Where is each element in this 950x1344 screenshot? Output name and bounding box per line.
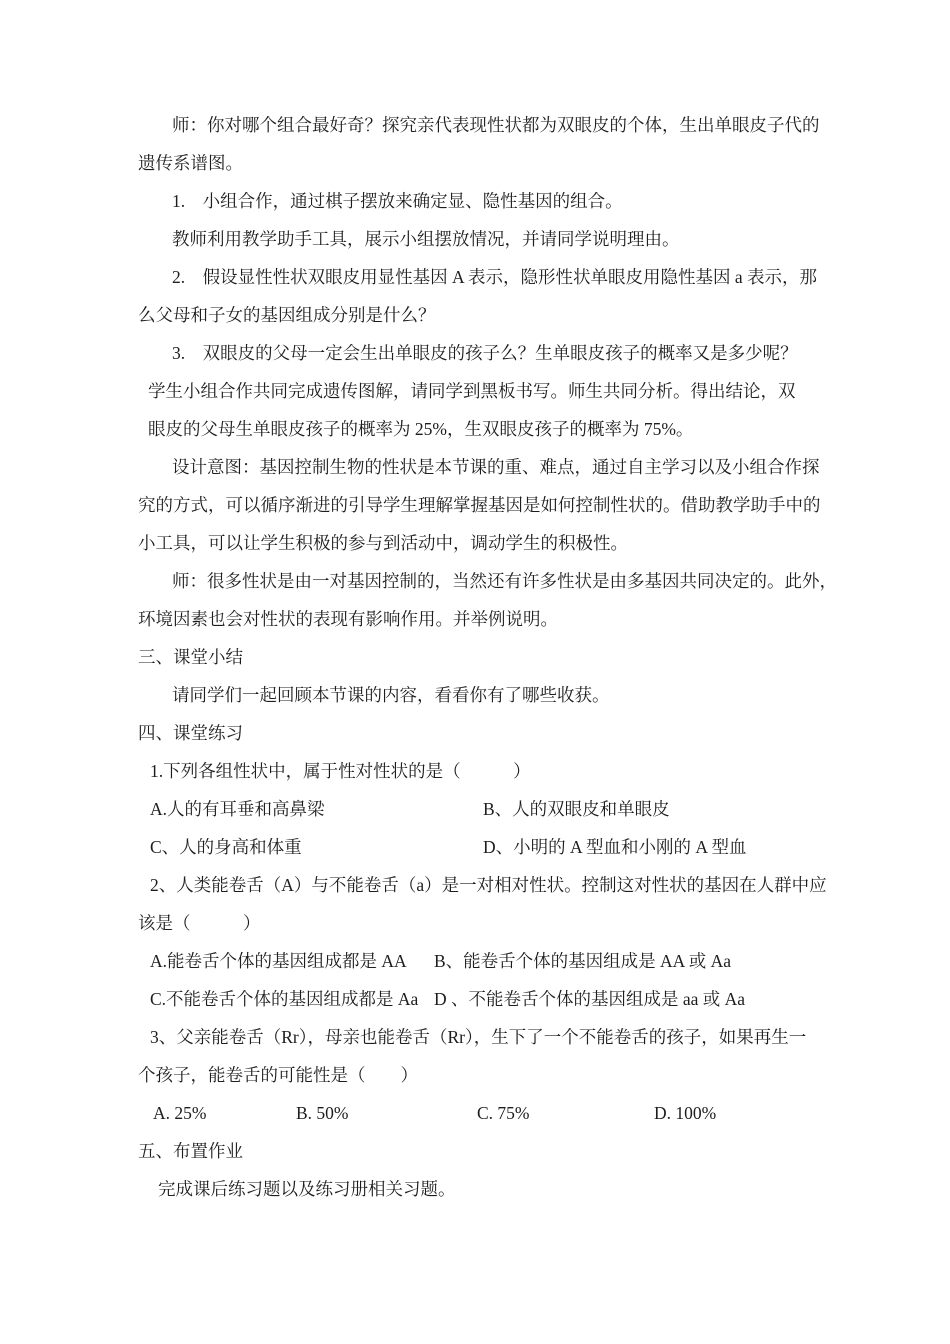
text-line: 2、人类能卷舌（A）与不能卷舌（a）是一对相对性状。控制这对性状的基因在人群中应 xyxy=(150,875,827,895)
text-line: 3、父亲能卷舌（Rr），母亲也能卷舌（Rr），生下了一个不能卷舌的孩子，如果再生一 xyxy=(150,1027,807,1047)
text-segment: C.不能卷舌个体的基因组成都是 Aa xyxy=(150,989,419,1009)
text-line: 完成课后练习题以及练习册相关习题。 xyxy=(158,1179,456,1199)
text-line: 2. 假设显性性状双眼皮用显性基因 A 表示，隐形性状单眼皮用隐性基因 a 表示，那 xyxy=(172,267,818,287)
text-line: 该是（ ） xyxy=(138,913,261,933)
text-line: 学生小组合作共同完成遗传图解，请同学到黑板书写。师生共同分析。得出结论，双 xyxy=(148,381,796,401)
text-segment: A.能卷舌个体的基因组成都是 AA xyxy=(150,951,407,971)
text-line: 环境因素也会对性状的表现有影响作用。并举例说明。 xyxy=(138,609,558,629)
text-segment: D. 100% xyxy=(654,1103,717,1123)
text-line xyxy=(138,828,828,866)
text-segment: B、能卷舌个体的基因组成是 AA 或 Aa xyxy=(434,951,732,971)
text-line: 眼皮的父母生单眼皮孩子的概率为 25%，生双眼皮孩子的概率为 75%。 xyxy=(148,419,694,439)
text-line: 1.下列各组性状中，属于性对性状的是（ ） xyxy=(150,761,531,781)
text-line: 三、课堂小结 xyxy=(138,647,243,667)
text-segment: D、小明的 A 型血和小刚的 A 型血 xyxy=(483,837,747,857)
text-line: 请同学们一起回顾本节课的内容，看看你有了哪些收获。 xyxy=(172,685,610,705)
text-line: 小工具，可以让学生积极的参与到活动中，调动学生的积极性。 xyxy=(138,533,628,553)
text-line: 五、布置作业 xyxy=(138,1141,243,1161)
text-line xyxy=(138,790,828,828)
text-line: 师：你对哪个组合最好奇？探究亲代表现性状都为双眼皮的个体，生出单眼皮子代的 xyxy=(172,115,820,135)
text-line: 师：很多性状是由一对基因控制的，当然还有许多性状是由多基因共同决定的。此外， xyxy=(172,571,837,591)
text-line: 1. 小组合作，通过棋子摆放来确定显、隐性基因的组合。 xyxy=(172,191,623,211)
text-segment: A.人的有耳垂和高鼻梁 xyxy=(150,799,325,819)
text-segment: C. 75% xyxy=(477,1103,530,1123)
text-line: 么父母和子女的基因组成分别是什么？ xyxy=(138,305,436,325)
text-line: 3. 双眼皮的父母一定会生出单眼皮的孩子么？生单眼皮孩子的概率又是多少呢？ xyxy=(172,343,798,363)
text-line xyxy=(138,942,828,980)
text-segment: D 、不能卷舌个体的基因组成是 aa 或 Aa xyxy=(434,989,746,1009)
text-line xyxy=(138,1094,828,1132)
text-segment: B、人的双眼皮和单眼皮 xyxy=(483,799,670,819)
text-line: 个孩子，能卷舌的可能性是（ ） xyxy=(138,1065,418,1085)
text-line: 设计意图：基因控制生物的性状是本节课的重、难点，通过自主学习以及小组合作探 xyxy=(172,457,820,477)
text-line: 遗传系谱图。 xyxy=(138,153,243,173)
text-segment: A. 25% xyxy=(153,1103,207,1123)
text-line: 究的方式，可以循序渐进的引导学生理解掌握基因是如何控制性状的。借助教学助手中的 xyxy=(138,495,821,515)
text-segment: B. 50% xyxy=(296,1103,349,1123)
text-line xyxy=(138,980,828,1018)
document-body xyxy=(138,106,837,1208)
text-segment: C、人的身高和体重 xyxy=(150,837,302,857)
text-line: 教师利用教学助手工具，展示小组摆放情况，并请同学说明理由。 xyxy=(172,229,680,249)
text-line: 四、课堂练习 xyxy=(138,723,243,743)
